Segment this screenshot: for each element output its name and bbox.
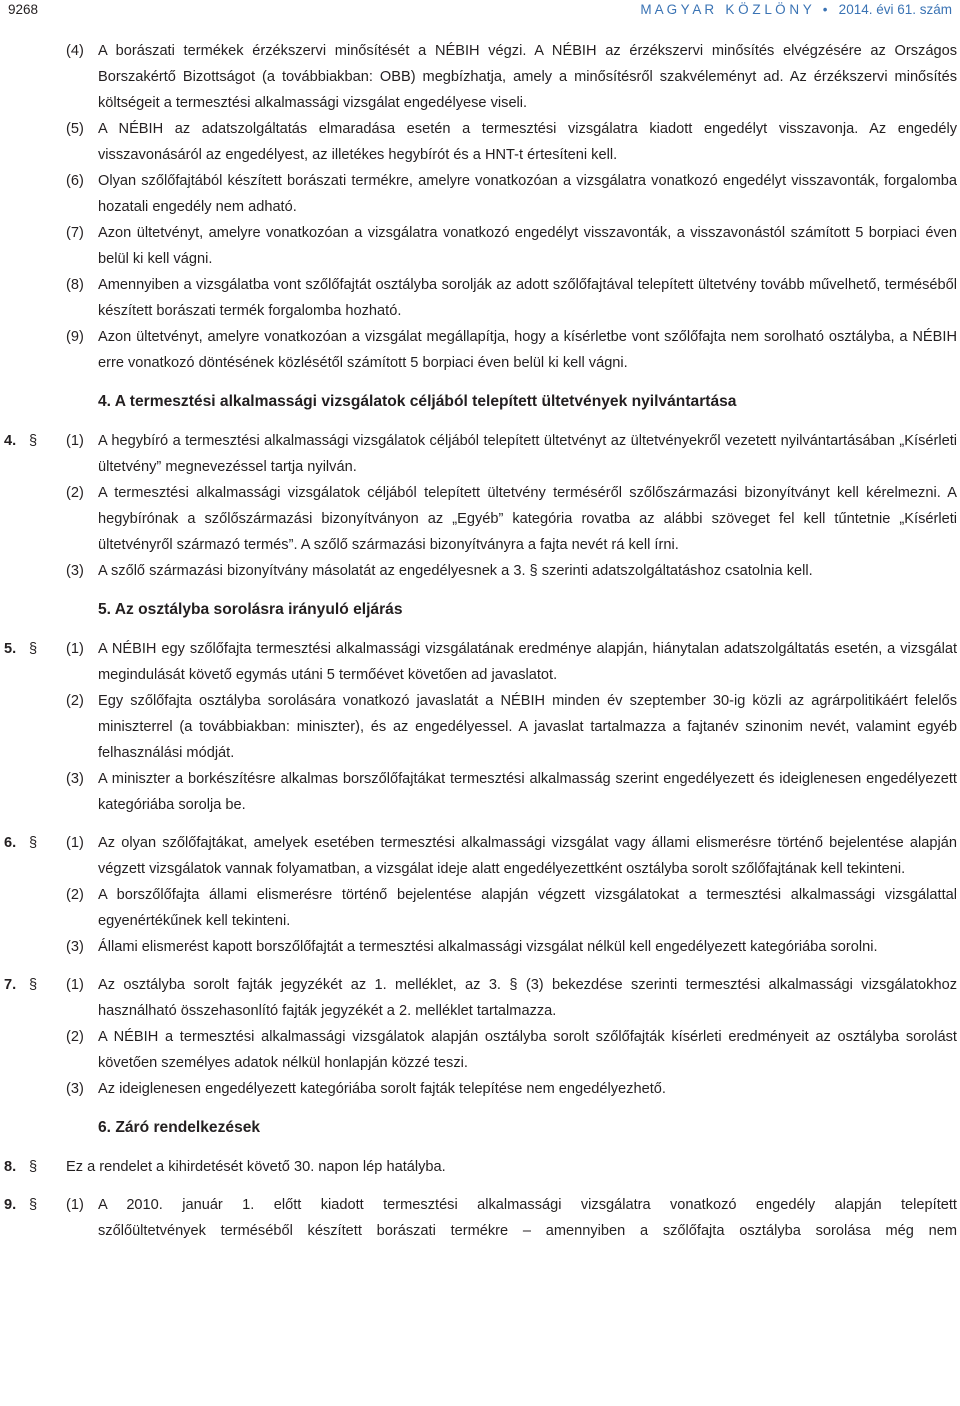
paragraph-number: (9) <box>66 329 84 345</box>
section-heading-5: 5. Az osztályba sorolásra irányuló eljárás <box>98 601 403 618</box>
paragraph-number: (1) <box>66 1197 84 1213</box>
paragraph-number: (4) <box>66 43 84 59</box>
paragraph <box>4 38 957 116</box>
section-sign: § <box>29 1159 38 1175</box>
paragraph-number: (8) <box>66 277 84 293</box>
paragraph-text: Az olyan szőlőfajtákat, amelyek esetében termesztési alkalmassági vizsgálat vagy állami elismerésre történő bejelentése alapján végzett vizsgálatok vannak folyamatban, a vizsgálat ideje alatt engedélyezettként osztályba sorolt szőlőfajtának kell tekinteni. <box>98 835 957 877</box>
paragraph-number: (3) <box>66 563 84 579</box>
paragraph-text <box>98 1192 957 1218</box>
paragraph-number: (2) <box>66 485 84 501</box>
section-4-paragraph <box>4 428 957 480</box>
paragraph-text: A NÉBIH egy szőlőfajta termesztési alkalmassági vizsgálatának eredménye alapján, hiánytalan adatszolgáltatás esetén, a vizsgálat megindulását követő egymás utáni 5 termőévet követően ad javaslatot. <box>98 641 957 683</box>
paragraph-number: (2) <box>66 887 84 903</box>
paragraph-text: Azon ültetvényt, amelyre vonatkozóan a vizsgálat megállapítja, hogy a kísérletbe vont szőlőfajta nem sorolható osztályba, a NÉBIH erre vonatkozó döntésének közlésétől számított 5 borpiaci éven belül ki kell vágni. <box>98 329 957 371</box>
paragraph-number: (6) <box>66 173 84 189</box>
paragraph-number: (2) <box>66 1029 84 1045</box>
paragraph-number: (3) <box>66 771 84 787</box>
paragraph-number: (5) <box>66 121 84 137</box>
paragraph <box>4 272 957 324</box>
running-title: M A G Y A R K Ö Z L Ö N Y • 2014. évi 61. szám <box>640 2 952 17</box>
paragraph-number: (1) <box>66 433 84 449</box>
paragraph-line: szőlőültetvények terméséből készített borászati termékre – amennyiben a szőlőfajta osztályba sorolása még nem <box>98 1223 957 1239</box>
section-number: 6. <box>4 835 17 851</box>
section-8-paragraph <box>4 1154 957 1180</box>
section-sign: § <box>29 835 38 851</box>
paragraph-text: Azon ültetvényt, amelyre vonatkozóan a vizsgálatra vonatkozó engedélyt visszavonták, a visszavonástól számított 5 borpiaci éven belül ki kell vágni. <box>98 225 957 267</box>
section-sign: § <box>29 641 38 657</box>
paragraph <box>4 324 957 376</box>
paragraph <box>4 168 957 220</box>
section-4-paragraph <box>4 480 957 558</box>
section-7-paragraph <box>4 972 957 1024</box>
section-4-paragraph <box>4 558 957 584</box>
paragraph-text: Ez a rendelet a kihirdetését követő 30. napon lép hatályba. <box>66 1159 446 1175</box>
section-5-paragraph <box>4 636 957 688</box>
document-body <box>4 38 957 1244</box>
section-6-paragraph <box>4 830 957 882</box>
section-number: 9. <box>4 1197 17 1213</box>
paragraph-number: (2) <box>66 693 84 709</box>
section-5-paragraph <box>4 688 957 766</box>
paragraph-text: A miniszter a borkészítésre alkalmas borszőlőfajtákat termesztési alkalmasság szerint engedélyezett és ideiglenesen engedélyezett kategóriába sorolja be. <box>98 771 957 813</box>
section-heading-6: 6. Záró rendelkezések <box>98 1119 261 1136</box>
section-5-paragraph <box>4 766 957 818</box>
paragraph-text: Állami elismerést kapott borszőlőfajtát a termesztési alkalmassági vizsgálat nélkül kell engedélyezett kategóriába sorolni. <box>98 939 878 955</box>
paragraph-text: Olyan szőlőfajtából készített borászati termékre, amelyre vonatkozóan a vizsgálatra vonatkozó engedélyt visszavonták, forgalomba hozatali engedély nem adható. <box>98 173 957 215</box>
paragraph-number: (1) <box>66 977 84 993</box>
section-sign: § <box>29 433 38 449</box>
paragraph-text: Amennyiben a vizsgálatba vont szőlőfajtát osztályba sorolják az adott szőlőfajtával telepített ültetvény tovább művelhető, terméséből készített borászati termék forgalomba hozható. <box>98 277 957 319</box>
section-number: 5. <box>4 641 17 657</box>
paragraph <box>4 116 957 168</box>
section-6-paragraph <box>4 934 957 960</box>
section-heading-4: 4. A termesztési alkalmassági vizsgálatok céljából telepített ültetvények nyilvántartása <box>98 393 737 410</box>
page-number: 9268 <box>8 2 39 17</box>
section-7-paragraph <box>4 1076 957 1102</box>
paragraph-text: A NÉBIH a termesztési alkalmassági vizsgálatok alapján osztályba sorolt szőlőfajták kísérleti eredményeit az osztályba sorolást követően személyes adatok nélkül honlapján közzé teszi. <box>98 1029 957 1071</box>
paragraph-number: (3) <box>66 1081 84 1097</box>
paragraph-text: A NÉBIH az adatszolgáltatás elmaradása esetén a termesztési vizsgálatra kiadott engedélyt visszavonja. Az engedély visszavonásáról az engedélyest, az illetékes hegybírót és a HNT-t értesíteni kell. <box>98 121 957 163</box>
paragraph <box>4 220 957 272</box>
paragraph-text: A hegybíró a termesztési alkalmassági vizsgálatok céljából telepített ültetvényt az ültetvényekről vezetett nyilvántartásában „Kísérleti ültetvény” megnevezéssel tartja nyilván. <box>98 433 957 475</box>
section-number: 4. <box>4 433 17 449</box>
paragraph-text: Az osztályba sorolt fajták jegyzékét az 1. melléklet, az 3. § (3) bekezdése szerinti termesztési alkalmassági vizsgálatokhoz használható összehasonlító fajták jegyzékét a 2. melléklet tartalmazza. <box>98 977 957 1019</box>
section-6-paragraph <box>4 882 957 934</box>
paragraph-number: (1) <box>66 835 84 851</box>
section-number: 7. <box>4 977 17 993</box>
paragraph-text: A szőlő származási bizonyítvány másolatát az engedélyesnek a 3. § szerinti adatszolgáltatáshoz csatolnia kell. <box>98 563 813 579</box>
paragraph-text: Egy szőlőfajta osztályba sorolására vonatkozó javaslatát a NÉBIH minden év szeptember 30-ig közli az agrárpolitikáért felelős miniszterrel (a továbbiakban: miniszter), és az engedélyessel. A javaslat tartalmazza a fajtanév szinonim nevét, valamint egyéb felhasználási módját. <box>98 693 957 761</box>
paragraph-text: Az ideiglenesen engedélyezett kategóriába sorolt fajták telepítése nem engedélyezhető. <box>98 1081 666 1097</box>
section-sign: § <box>29 1197 38 1213</box>
paragraph-number: (3) <box>66 939 84 955</box>
paragraph-continuation <box>4 1218 957 1244</box>
section-sign: § <box>29 977 38 993</box>
page-header <box>8 2 952 22</box>
section-number: 8. <box>4 1159 17 1175</box>
paragraph-text: A borszőlőfajta állami elismerésre történő bejelentése alapján végzett vizsgálatokat a termesztési alkalmassági vizsgálattal egyenértékűnek kell tekinteni. <box>98 887 957 929</box>
paragraph-line: A 2010. január 1. előtt kiadott termesztési alkalmassági vizsgálatra vonatkozó engedély alapján telepített <box>98 1197 957 1213</box>
section-9-paragraph <box>4 1192 957 1218</box>
paragraph-number: (7) <box>66 225 84 241</box>
section-7-paragraph <box>4 1024 957 1076</box>
paragraph-text: A borászati termékek érzékszervi minősítését a NÉBIH végzi. A NÉBIH az érzékszervi minősítés elvégzésére az Országos Borszakértő Bizottságot (a továbbiakban: OBB) megbízhatja, amely a minősítésről szakvéleményt ad. Az érzékszervi minősítés költségeit a termesztési alkalmassági vizsgálat engedélyese viseli. <box>98 43 957 111</box>
paragraph-number: (1) <box>66 641 84 657</box>
paragraph-text: A termesztési alkalmassági vizsgálatok céljából telepített ültetvény terméséről szőlőszármazási bizonyítványt kell kérelmezni. A hegybírónak a szőlőszármazási bizonyítványon az „Egyéb” kategória rovatba az alábbi szöveget fel kell tűntetnie „Kísérleti ültetvényről származó termés”. A szőlő származási bizonyítványra a fajta nevét rá kell írni. <box>98 485 957 553</box>
